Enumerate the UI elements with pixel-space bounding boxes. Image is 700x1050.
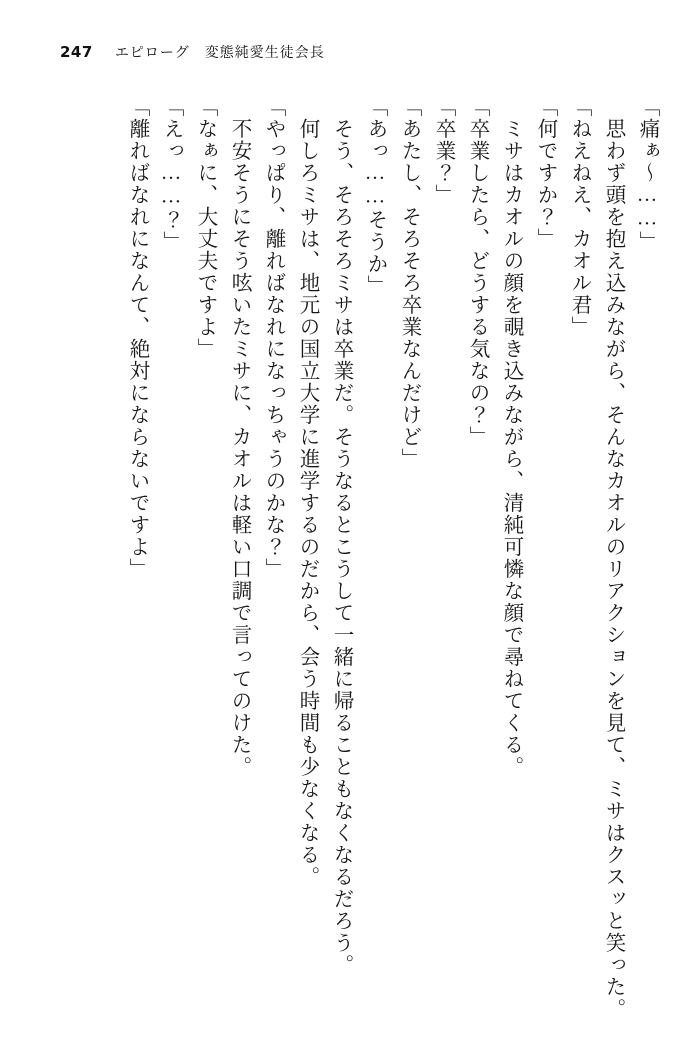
page-header (0, 42, 700, 66)
text-line: 「えっ……？」 (160, 96, 182, 253)
text-line: 「卒業したら、どうする気なの？」 (466, 96, 488, 448)
text-line: 不安そうにそう呟いたミサに、カオルは軽い口調で言ってのけた。 (228, 96, 250, 778)
page-number: 247 (60, 43, 93, 61)
text-line: 何しろミサは、地元の国立大学に進学するのだから、会う時間も少なくなる。 (296, 96, 318, 888)
text-line: そう、そろそろミサは卒業だ。そうなるとこうして一緒に帰ることもなくなるだろう。 (330, 96, 352, 976)
text-line: 「卒業？」 (432, 96, 454, 206)
text-line: 「なぁに、大丈夫ですよ」 (194, 96, 216, 360)
text-line: 「ねえねえ、カオル君」 (568, 96, 590, 338)
text-line: ミサはカオルの顔を覗き込みながら、清純可憐な顔で尋ねてくる。 (500, 96, 522, 778)
text-line: 「あたし、そろそろ卒業なんだけど」 (398, 96, 420, 470)
text-line: 「痛ぁ～……」 (636, 96, 658, 253)
text-line: 思わず頭を抱え込みながら、そんなカオルのリアクションを見て、ミサはクスッと笑った。 (602, 96, 624, 1020)
running-title: エピローグ 変態純愛生徒会長 (114, 45, 325, 61)
text-line: 「あっ……そうか」 (364, 96, 386, 297)
body-text-area (36, 96, 664, 1020)
text-line: 「離ればなれになんて、絶対にならないですよ」 (126, 96, 148, 580)
vertical-text-block (36, 96, 664, 1020)
text-line: 「何ですか？」 (534, 96, 556, 250)
text-line: 「やっぱり、離ればなれになっちゃうのかな？」 (262, 96, 284, 580)
